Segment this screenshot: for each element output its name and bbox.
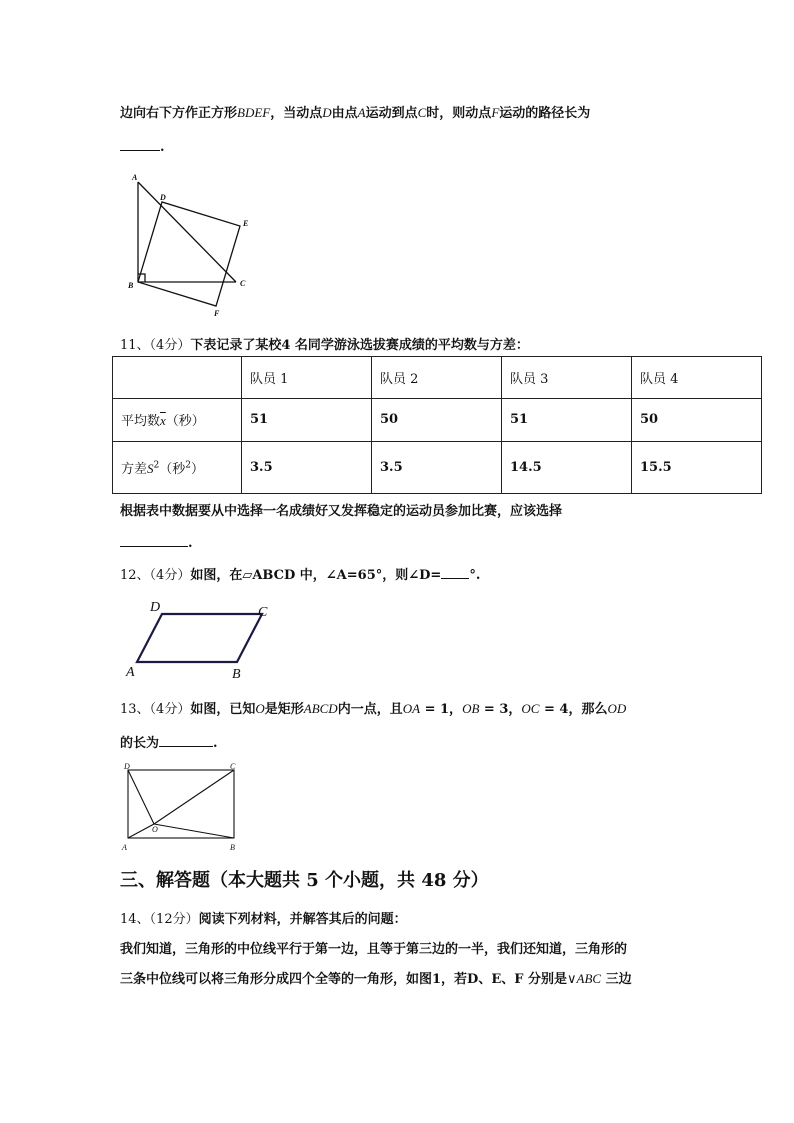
- q14-stem: 14、（12分）阅读下列材料，并解答其后的问题：: [120, 912, 407, 927]
- table-cell: 3.5: [242, 441, 372, 493]
- q11-answer-line: .: [120, 534, 193, 551]
- table-cell: 3.5: [372, 441, 502, 493]
- q12-label-d: D: [150, 600, 161, 615]
- q13-label-b: B: [230, 843, 235, 852]
- q13-answer-blank[interactable]: [159, 734, 213, 747]
- q14-paragraph-2: 三条中位线可以将三角形分成四个全等的一角形，如图1，若D、E、F 分别是∨ABC 三边: [120, 971, 632, 987]
- q10-answer-blank[interactable]: [120, 138, 160, 151]
- q10-label-f: F: [214, 309, 220, 318]
- q11-after-text: 根据表中数据要从中选择一名成绩好又发挥稳定的运动员参加比赛，应该选择: [120, 504, 563, 519]
- q10-answer-line: .: [120, 138, 165, 155]
- table-header-cell: 队员 4: [632, 357, 762, 399]
- q14-paragraph-1: 我们知道，三角形的中位线平行于第一边，且等于第三边的一半，我们还知道，三角形的: [120, 942, 628, 957]
- q10-text: 边向右下方作正方形BDEF，当动点D由点A运动到点C时，则动点F运动的路径长为: [120, 105, 591, 121]
- row-label-mean: 平均数$\overline{x}$（秒）: [113, 399, 242, 441]
- table-header-cell: 队员 1: [242, 357, 372, 399]
- table-cell: 51: [242, 399, 372, 441]
- table-header-row: [113, 357, 762, 399]
- table-cell: 51: [502, 399, 632, 441]
- q11-table: [112, 356, 762, 494]
- table-cell: 50: [632, 399, 762, 441]
- q12-answer-blank[interactable]: [441, 566, 469, 579]
- q13-label-c: C: [230, 762, 236, 771]
- table-row: [113, 441, 762, 493]
- row-label-variance: 方差$S^2$（秒$^2$）: [113, 441, 242, 493]
- q13-figure: [120, 760, 246, 854]
- section-heading: 三、解答题（本大题共 5 个小题，共 48 分）: [120, 870, 489, 891]
- q12-figure: [122, 596, 282, 682]
- table-header-cell: [113, 357, 242, 399]
- q13-line2: 的长为 .: [120, 736, 218, 751]
- table-header-cell: 队员 3: [502, 357, 632, 399]
- q10-label-b: B: [128, 281, 134, 290]
- q13-label-a: A: [122, 843, 127, 852]
- q11-stem: 11、（4分）下表记录了某校4 名同学游泳选拔赛成绩的平均数与方差：: [120, 338, 529, 353]
- table-header-cell: 队员 2: [372, 357, 502, 399]
- q12-stem: 12、（4分）如图，在▱ABCD 中，∠A=65°，则∠D= °.: [120, 568, 481, 583]
- table-cell: 14.5: [502, 441, 632, 493]
- table-cell: 50: [372, 399, 502, 441]
- q12-label-b: B: [232, 667, 241, 682]
- q11-answer-blank[interactable]: [120, 534, 188, 547]
- table-cell: 15.5: [632, 441, 762, 493]
- q13-label-o: O: [152, 825, 158, 834]
- q10-label-c: C: [240, 279, 246, 288]
- q10-label-e: E: [243, 219, 249, 228]
- q10-label-a: A: [132, 173, 138, 182]
- q10-label-d: D: [160, 193, 166, 202]
- q10-figure: [124, 170, 254, 318]
- q13-stem: 13、（4分）如图，已知O是矩形ABCD内一点，且OA = 1，OB = 3，OC = 4，那么OD: [120, 701, 627, 717]
- q12-label-c: C: [258, 605, 268, 620]
- table-row: [113, 399, 762, 441]
- q13-label-d: D: [124, 762, 130, 771]
- q12-label-a: A: [126, 665, 135, 680]
